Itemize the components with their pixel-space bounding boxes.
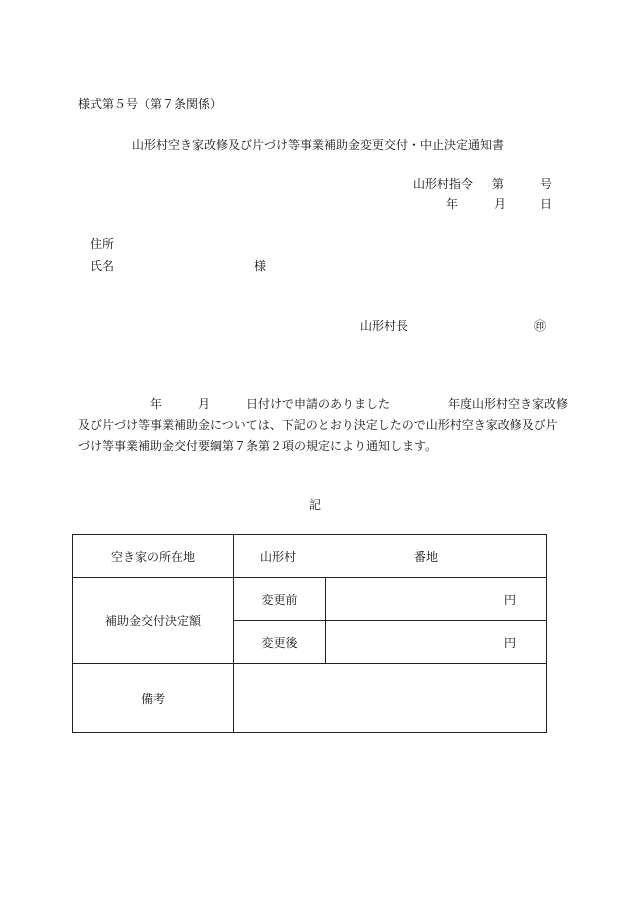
seal-mark: ㊞ (534, 319, 547, 333)
remarks-value-cell (234, 664, 547, 733)
location-value-cell (234, 535, 547, 578)
before-amount-cell (326, 578, 547, 621)
after-amount-cell (326, 621, 547, 664)
form-number: 様式第５号（第７条関係） (78, 97, 223, 111)
location-label: 空き家の所在地 (110, 549, 195, 564)
location-label-cell (73, 535, 234, 578)
body-line-1 (78, 394, 569, 415)
date-month: 月 (494, 197, 507, 211)
after-label: 変更後 (261, 635, 298, 650)
address-label: 住所 (90, 237, 115, 251)
ref-dai: 第 (492, 177, 505, 191)
date-year: 年 (446, 197, 459, 211)
body-year: 年 (150, 397, 163, 411)
amount-label: 補助金交付決定額 (104, 614, 201, 628)
date-day: 日 (540, 197, 553, 211)
body-applied-text: 日付けで申請のありました (246, 397, 391, 411)
after-label-cell (234, 621, 326, 664)
name-label: 氏名 (90, 259, 115, 273)
decision-table (72, 534, 547, 733)
amount-label-cell (73, 578, 234, 664)
before-yen: 円 (503, 592, 516, 607)
banchi-label: 番地 (414, 549, 439, 564)
body-line-3: づけ等事業補助金交付要綱第７条第２項の規定により通知します。 (78, 439, 438, 453)
ref-prefix: 山形村指令 (413, 177, 474, 191)
table-row-before (73, 578, 547, 621)
before-label-cell (234, 578, 326, 621)
body-line-2: 及び片づけ等事業補助金については、下記のとおり決定したので山形村空き家改修及び片 (78, 418, 558, 432)
body-month: 月 (198, 397, 211, 411)
issuer-title: 山形村長 (360, 319, 409, 333)
notice-body (78, 394, 569, 457)
sama-label: 様 (254, 259, 267, 273)
before-label: 変更前 (261, 592, 298, 607)
body-fiscal-text: 年度山形村空き家改修 (448, 397, 569, 411)
table-row-remarks (73, 664, 547, 733)
remarks-label-cell (73, 664, 234, 733)
village-name: 山形村 (260, 549, 297, 564)
ref-go: 号 (540, 177, 553, 191)
remarks-label: 備考 (140, 691, 165, 706)
after-yen: 円 (503, 635, 516, 650)
table-row-location (73, 535, 547, 578)
document-title: 山形村空き家改修及び片づけ等事業補助金変更交付・中止決定通知書 (132, 138, 505, 152)
ki-heading: 記 (309, 498, 322, 512)
